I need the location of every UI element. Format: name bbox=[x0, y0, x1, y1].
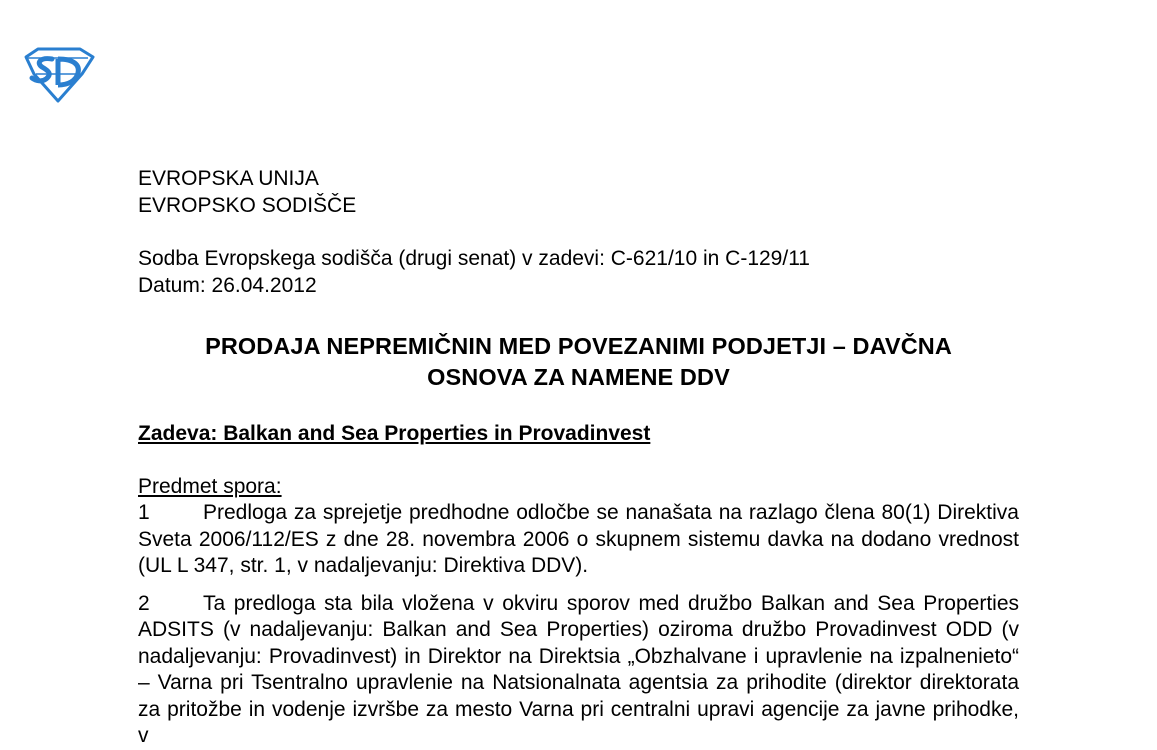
sd-logo-icon bbox=[22, 47, 96, 105]
company-logo bbox=[22, 47, 96, 105]
header-court: EVROPSKO SODIŠČE bbox=[138, 193, 357, 217]
paragraph-text: Predloga za sprejetje predhodne odločbe se nanašata na razlago člena 80(1) Direktiva Sveta 2006/112/ES z dne 28. novembra 2006 o skupnem sistemu davka na dodano vrednost (UL L 347, str. 1, v nadaljevanju: Direktiva DDV). bbox=[138, 501, 1019, 577]
paragraph-number: 1 bbox=[138, 501, 150, 524]
paragraph-number: 2 bbox=[138, 591, 150, 615]
paragraph-text: Ta predloga sta bila vložena v okviru sporov med družbo Balkan and Sea Properties ADSITS (v nadaljevanju: Balkan and Sea Properties) oziroma družbo Provadinvest ODD (v nadaljevanju: Provadinvest) in Direktor na Direktsia „Obzhalvane i upravlenie na izpalnenieto“ – Varna pri Tsentralno upravlenie na Natsionalnata agentsia za prihodite (direktor direktorata za pritožbe in vodenje izvršbe za mesto Varna pri centralni upravi agencije za javne prihodke, v bbox=[138, 591, 1019, 747]
header-eu: EVROPSKA UNIJA bbox=[138, 167, 319, 190]
paragraph-2 bbox=[138, 591, 1019, 750]
document-body bbox=[138, 166, 1019, 750]
title-line-1: PRODAJA NEPREMIČNIN MED POVEZANIMI PODJETJI – DAVČNA bbox=[205, 333, 952, 359]
paragraph-1 bbox=[138, 500, 1019, 580]
case-heading: Zadeva: Balkan and Sea Properties in Provadinvest bbox=[138, 422, 651, 445]
judgment-date: Datum: 26.04.2012 bbox=[138, 273, 317, 297]
document-title bbox=[138, 331, 1019, 393]
title-line-2: OSNOVA ZA NAMENE DDV bbox=[427, 364, 730, 390]
judgment-line: Sodba Evropskega sodišča (drugi senat) v zadevi: C-621/10 in C-129/11 bbox=[138, 247, 810, 270]
subject-heading: Predmet spora: bbox=[138, 474, 282, 498]
